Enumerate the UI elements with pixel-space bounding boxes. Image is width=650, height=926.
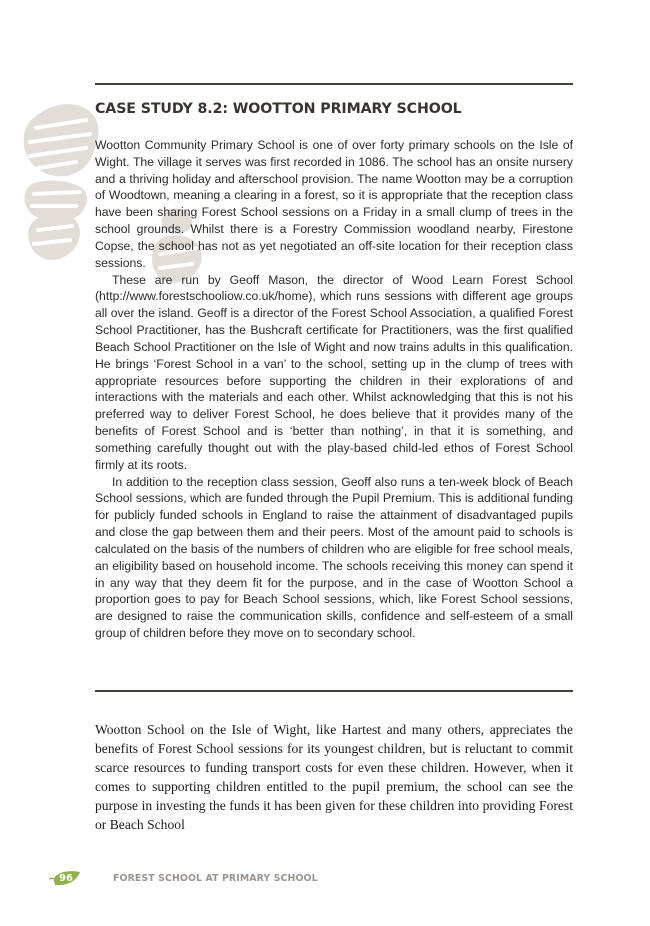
case-study-title: CASE STUDY 8.2: WOOTTON PRIMARY SCHOOL [95,101,462,117]
case-study-paragraph: In addition to the reception class session, Geoff also runs a ten-week block of Beach School sessions, which are funded through the Pupil Premium. This is additional funding for publicly funded schools in England to raise the attainment of disadvantaged pupils and close the gap between them and their peers. Most of the amount paid to schools is calculated on the basis of the numbers of children who are eligible for free school meals, an eligibility based on household income. The schools receiving this money can spend it in any way that they deem fit for the purpose, and in the case of Wootton School a proportion goes to pay for Beach School sessions, which, like Forest School sessions, are designed to raise the communication skills, confidence and self-esteem of a small group of children before they move on to secondary school. [95,474,573,641]
running-footer-title: FOREST SCHOOL AT PRIMARY SCHOOL [113,873,318,884]
body-paragraph: Wootton School on the Isle of Wight, like Hartest and many others, appreciates the benefits of Forest School sessions for its youngest children, but is reluctant to commit scarce resources to funding transport costs for even these children. However, when it comes to supporting children entitled to the pupil premium, the school can see the purpose in investing the funds it has been given for these children into providing Forest or Beach School [95,722,573,833]
case-study-paragraph: Wootton Community Primary School is one of over forty primary schools on the Isle of Wight. The village it serves was first recorded in 1086. The school has an onsite nursery and a thriving holiday and afterschool provision. The name Wootton may be a corruption of Woodtown, meaning a clearing in a forest, so it is appropriate that the reception class have been sharing Forest School sessions on a Friday in a small clump of trees in the school grounds. Whilst there is a Forestry Commission woodland nearby, Firestone Copse, the school has not as yet negotiated an off-site location for their reception class sessions. [95,138,573,270]
page-number: 96 [59,873,73,884]
case-study-paragraph: These are run by Geoff Mason, the director of Wood Learn Forest School (http://www.forestschooliow.co.uk/home), which runs sessions with different age groups all over the island. Geoff is a director of the Forest School Association, a qualified Forest School Practitioner, has the Bushcraft certificate for Practitioners, was the first qualified Beach School Practitioner on the Isle of Wight and now trains adults in this qualification. He brings ‘Forest School in a van’ to the school, setting up in the clump of trees with appropriate resources before supporting the children in their explorations of and interactions with the materials and each other. Whilst acknowledging that this is not his preferred way to deliver Forest School, he does believe that it provides many of the benefits of Forest School and is ‘better than nothing’, in that it is something, and something carefully thought out with the play-based child-led ethos of Forest School firmly at its roots. [95,272,573,472]
case-study-box [95,83,573,692]
case-study-body [95,137,573,642]
